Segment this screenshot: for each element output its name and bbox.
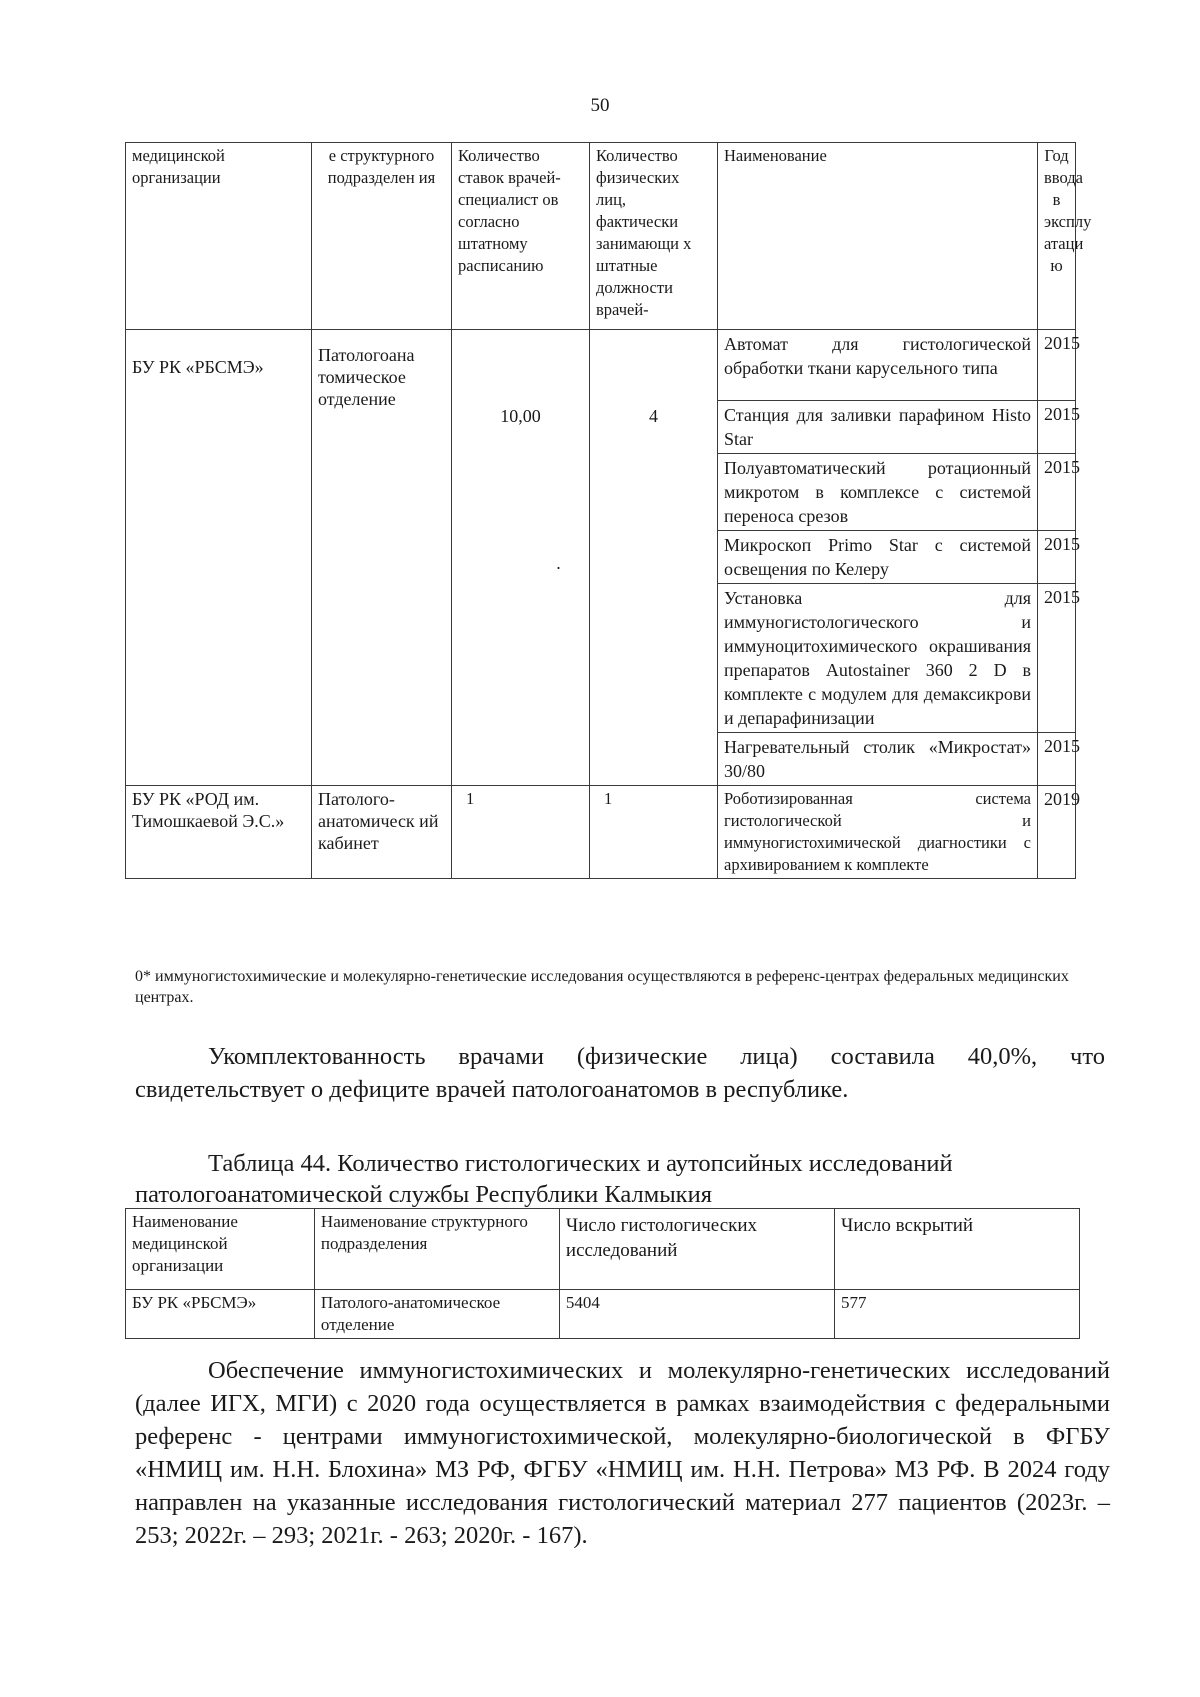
equipment-year: 2019	[1038, 786, 1076, 879]
equipment-year: 2015	[1038, 454, 1076, 531]
table-title	[135, 1148, 1105, 1210]
unit-name: Патолого-анатомическ ий кабинет	[312, 786, 452, 879]
equipment-name: Установка для иммуногистологического и иммуноцитохимического окрашивания препаратов Autostainer 360 2 D в комплекте с модулем для демаксикрови и депарафинизации	[718, 584, 1038, 733]
stray-dot: ·	[555, 558, 562, 578]
table-row	[126, 786, 1076, 879]
footnote: 0* иммуногистохимические и молекулярно-генетические исследования осуществляются в референс-центрах федеральных медицинских центрах.	[135, 968, 1069, 1006]
equipment-year: 2015	[1038, 733, 1076, 786]
header-unit: Наименование структурного подразделения	[314, 1209, 559, 1290]
unit-name: Патологоана томическое отделение	[312, 330, 452, 786]
equipment-year: 2015	[1038, 330, 1076, 401]
org-name: БУ РК «РБСМЭ»	[126, 1290, 315, 1339]
header-year: Год ввода в эксплу атаци ю	[1038, 143, 1076, 330]
equipment-table	[125, 142, 1092, 879]
paragraph-text: Обеспечение иммуногистохимических и молекулярно-генетических исследований (далее ИГХ, МГИ) с 2020 года осуществляется в рамках взаимодействия с федеральными референс - центрами иммуногистохимической, молекулярно-биологической в ФГБУ «НМИЦ им. Н.Н. Блохина» МЗ РФ, ФГБУ «НМИЦ им. Н.Н. Петрова» МЗ РФ. В 2024 году направлен на указанные исследования гистологический материал 277 пациентов (2023г. – 253; 2022г. – 293; 2021г. - 263; 2020г. - 167).	[135, 1357, 1110, 1549]
equipment-name: Микроскоп Primo Star с системой освещения по Келеру	[718, 531, 1038, 584]
unit-name: Патолого-анатомическое отделение	[314, 1290, 559, 1339]
equipment-name: Станция для заливки парафином Histo Star	[718, 401, 1038, 454]
page-number: 50	[590, 95, 610, 116]
header-org: Наименование медицинской организации	[126, 1209, 315, 1290]
equipment-name: Автомат для гистологической обработки ткани карусельного типа	[718, 330, 1038, 401]
org-name: БУ РК «РОД им. Тимошкаевой Э.С.»	[126, 786, 312, 879]
table-header-row	[126, 143, 1076, 330]
equipment-name: Роботизированная система гистологической и иммуногистохимической диагностики с архивированием к комплекте	[718, 786, 1038, 879]
table-row	[126, 330, 1076, 401]
header-org: медицинской организации	[126, 143, 312, 330]
autopsy-count: 577	[834, 1290, 1079, 1339]
header-unit: е структурного подразделен ия	[312, 143, 452, 330]
studies-table	[125, 1208, 1080, 1339]
histo-count: 5404	[559, 1290, 834, 1339]
persons-value: 1	[590, 786, 718, 879]
equipment-name: Нагревательный столик «Микростат» 30/80	[718, 733, 1038, 786]
header-rates: Количество ставок врачей-специалист ов согласно штатному расписанию	[452, 143, 590, 330]
table-row	[126, 1290, 1080, 1339]
table-header-row	[126, 1209, 1080, 1290]
paragraph-ihc	[135, 1354, 1110, 1552]
persons-value: 4 ·	[590, 330, 718, 786]
equipment-year: 2015	[1038, 531, 1076, 584]
rates-value: 10,00	[452, 330, 590, 786]
header-name: Наименование	[718, 143, 1038, 330]
header-persons: Количество физических лиц, фактически занимающи х штатные должности врачей-	[590, 143, 718, 330]
table-title-line: Таблица 44. Количество гистологических и аутопсийных исследований	[208, 1150, 953, 1177]
rates-value: 1	[452, 786, 590, 879]
paragraph-text: Укомплектованность врачами (физические лица) составила 40,0%, что свидетельствует о дефиците врачей патологоанатомов в республике.	[135, 1043, 1105, 1103]
org-name: БУ РК «РБСМЭ»	[126, 330, 312, 786]
table-title-line: патологоанатомической службы Республики Калмыкия	[135, 1181, 712, 1208]
equipment-year: 2015	[1038, 584, 1076, 733]
equipment-year: 2015	[1038, 401, 1076, 454]
header-histo: Число гистологических исследований	[559, 1209, 834, 1290]
header-autopsy: Число вскрытий	[834, 1209, 1079, 1290]
equipment-name: Полуавтоматический ротационный микротом в комплексе с системой переноса срезов	[718, 454, 1038, 531]
paragraph-staffing	[135, 1040, 1105, 1106]
